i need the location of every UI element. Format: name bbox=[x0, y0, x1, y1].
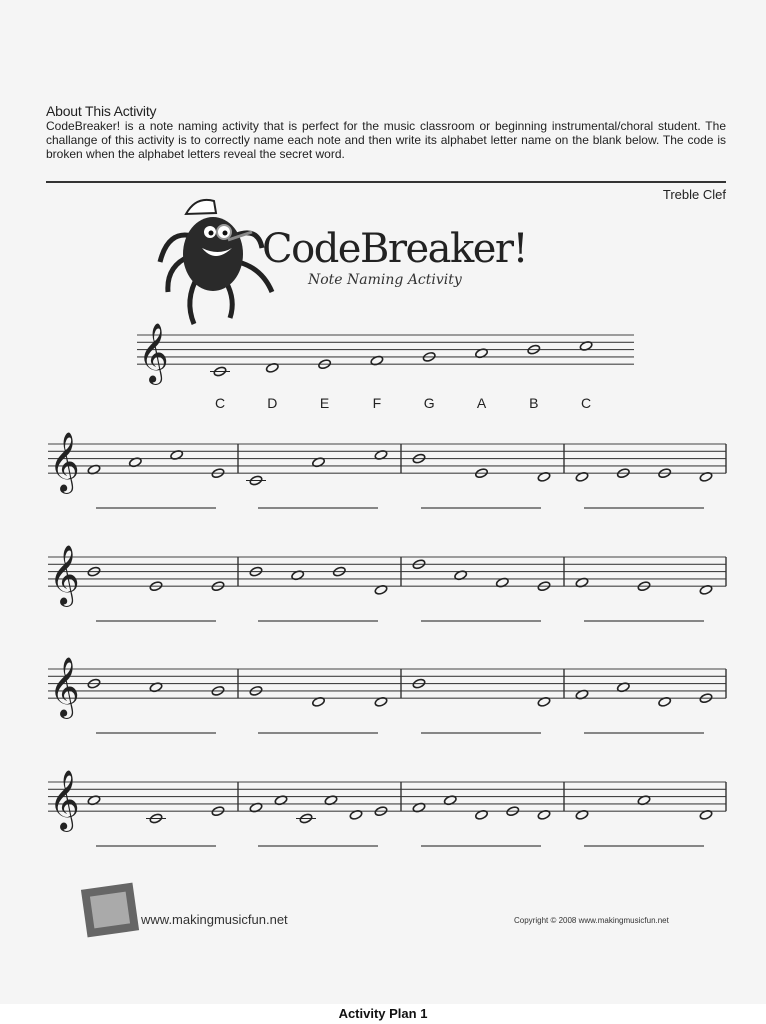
footer-copyright: Copyright © 2008 www.makingmusicfun.net bbox=[514, 916, 669, 925]
footer-url[interactable]: www.makingmusicfun.net bbox=[141, 912, 288, 927]
treble-clef-icon: 𝄞 bbox=[49, 432, 80, 493]
activity-plan-label: Activity Plan 1 bbox=[338, 1006, 428, 1021]
reference-note-letter: B bbox=[529, 395, 539, 411]
exercise-staff bbox=[48, 657, 726, 733]
about-description: CodeBreaker! is a note naming activity that is perfect for the music classroom or beginning instrumental/choral student. The challange of this activity is to correctly name each note and then write its alphabet letter name on the blank below. The code is broken when the alphabet letters reveal the secret word. bbox=[46, 119, 726, 161]
logo-title: CodeBreaker! bbox=[262, 226, 528, 272]
logo-subtitle: Note Naming Activity bbox=[308, 272, 462, 288]
treble-clef-icon: 𝄞 bbox=[49, 770, 80, 831]
treble-clef-icon: 𝄞 bbox=[138, 323, 169, 384]
treble-clef-icon: 𝄞 bbox=[49, 545, 80, 606]
exercise-staff bbox=[48, 770, 726, 846]
reference-note-letter: C bbox=[581, 395, 592, 411]
spider-detective-icon bbox=[160, 200, 272, 324]
about-title: About This Activity bbox=[46, 103, 157, 119]
reference-note-letter: E bbox=[319, 395, 330, 411]
exercise-staff bbox=[48, 432, 726, 508]
reference-note-letter: C bbox=[214, 395, 226, 411]
reference-note-letter: A bbox=[476, 395, 487, 411]
treble-clef-icon: 𝄞 bbox=[49, 657, 80, 718]
making-music-fun-logo-icon bbox=[81, 883, 139, 938]
note-head bbox=[146, 813, 166, 824]
reference-note-letter: F bbox=[372, 395, 382, 411]
clef-label: Treble Clef bbox=[662, 187, 726, 202]
reference-note-letter: G bbox=[423, 395, 435, 411]
note-head bbox=[246, 475, 266, 486]
reference-note-letter: D bbox=[267, 395, 278, 411]
reference-staff bbox=[137, 323, 634, 411]
note-head bbox=[296, 813, 316, 824]
exercise-staff bbox=[48, 545, 726, 621]
note-head bbox=[210, 366, 230, 377]
